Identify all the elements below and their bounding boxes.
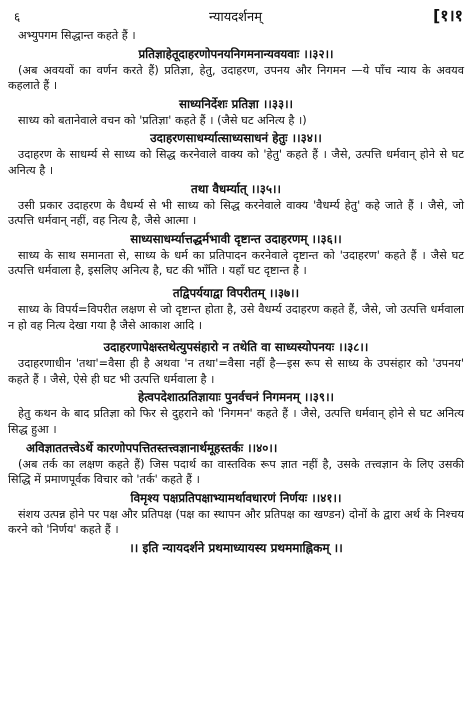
commentary-paragraph: (अब तर्क का लक्षण कहते हैं) जिस पदार्थ का वास्तविक रूप ज्ञात नहीं है, उसके तत्त्वज्ञान के लिए उसकी सिद्धि में प्रमाणपूर्वक विचार को 'तर्क' कहते हैं । [8,457,464,487]
sutra-heading: साध्यसाधर्म्यात्तद्धर्मभावी दृष्टान्त उदाहरणम् ।।३६।। [130,231,342,246]
spacer [8,279,464,283]
running-title: न्यायदर्शनम् [208,10,262,25]
sutra-heading: अविज्ञाततत्त्वेऽर्थे कारणोपपत्तितस्तत्त्वज्ञानार्थमूहस्तर्कः ।।४०।। [26,440,278,455]
commentary-paragraph: साध्य को बतानेवाले वचन को 'प्रतिज्ञा' कहते हैं । (जैसे घट अनित्य है ।) [18,113,307,127]
sutra-heading: तद्विपर्ययाद्वा विपरीतम् ।।३७।। [172,285,300,300]
chapter-reference: [१।१ [432,6,463,25]
sutra-heading: विमृश्य पक्षप्रतिपक्षाभ्यामर्थावधारणं निर्णयः ।।४१।। [130,490,342,505]
commentary-paragraph: उदाहरणाधीन 'तथा'=वैसा ही है अथवा 'न तथा'=वैसा नहीं है—इस रूप से साध्य के उपसंहार को 'उपनय' कहते हैं । जैसे, ऐसे ही घट भी उत्पत्ति धर्मवाला है । [8,357,464,386]
sutra-heading: उदाहरणापेक्षस्तथेत्युपसंहारो न तथेति वा साध्यस्योपनयः ।।३८।। [103,340,369,355]
page-header [0,4,471,30]
sutra-heading: उदाहरणसाधर्म्यात्साध्यसाधनं हेतुः ।।३४।। [150,131,322,146]
commentary-paragraph: (अब अवयवों का वर्णन करते हैं) प्रतिज्ञा, हेतु, उदाहरण, उपनय और निगमन —ये पाँच न्याय के अवयव कहलाते हैं । [8,63,464,93]
commentary-paragraph: उसी प्रकार उदाहरण के वैधर्म्य से भी साध्य को सिद्ध करनेवाले वाक्य 'वैधर्म्य हेतु' कहे जाते हैं । जैसे, जो उत्पत्ति धर्मवान् नहीं, वह नित्य है, जैसे आत्मा । [8,198,464,228]
commentary-paragraph: अभ्युपगम सिद्धान्त कहते हैं । [18,29,136,42]
sutra-heading: हेत्वपदेशात्प्रतिज्ञायाः पुनर्वचनं निगमनम् ।।३९।। [137,390,335,405]
page-body [8,28,464,556]
sutra-heading: साध्यनिर्देशः प्रतिज्ञा ।।३३।। [178,96,294,111]
commentary-paragraph: उदाहरण के साधर्म्य से साध्य को सिद्ध करनेवाले वाक्य को 'हेतु' कहते हैं । जैसे, उत्पत्ति धर्मवान् होने से घट अनित्य है । [8,148,464,177]
commentary-paragraph: हेतु कथन के बाद प्रतिज्ञा को फिर से दुहराने को 'निगमन' कहते हैं । जैसे, उत्पत्ति धर्मवान् होने से घट अनित्य सिद्ध हुआ । [8,407,464,436]
commentary-paragraph: साध्य के साथ समानता से, साध्य के धर्म का प्रतिपादन करनेवाले दृष्टान्त को 'उदाहरण' कहते हैं । जैसे घट उत्पत्ति धर्मवाला है, इसलिए अनित्य है, घट की भाँति । यहाँ घट दृष्टान्त है । [8,248,464,278]
commentary-paragraph: संशय उत्पन्न होने पर पक्ष और प्रतिपक्ष (पक्ष का स्थापन और प्रतिपक्ष का खण्डन) दोनों के द्वारा अर्थ के निश्चय करने को 'निर्णय' कहते हैं । [8,507,464,537]
page-number: ६ [14,10,21,24]
spacer [8,333,464,337]
section-colophon: ।। इति न्यायदर्शने प्रथमाध्यायस्य प्रथममाह्निकम् ।। [129,540,343,555]
sutra-heading: प्रतिज्ञाहेतूदाहरणोपनयनिगमनान्यवयवाः ।।३२।। [138,46,334,61]
sutra-heading: तथा वैधर्म्यात् ।।३५।। [191,181,281,196]
commentary-paragraph: साध्य के विपर्य=विपरीत लक्षण से जो दृष्टान्त होता है, उसे वैधर्म्य उदाहरण कहते हैं, जैसे, जो उत्पत्ति धर्मवाला न हो वह नित्य देखा गया है जैसे आकाश आदि । [8,302,464,332]
